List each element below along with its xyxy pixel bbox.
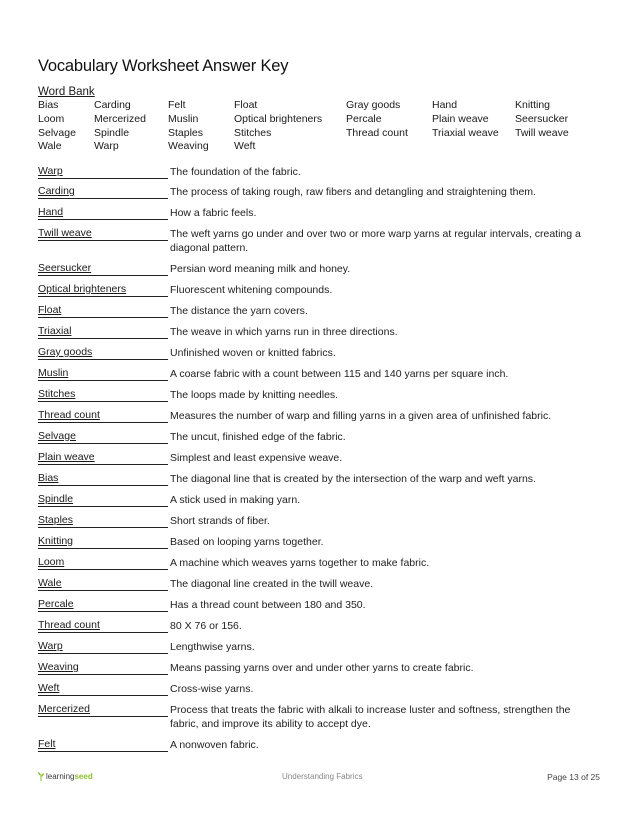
answer-term: Twill weave (38, 227, 168, 241)
definition-text: Unfinished woven or knitted fabrics. (170, 347, 336, 359)
answer-term: Thread count (38, 409, 168, 423)
word-bank-word: Triaxial weave (432, 126, 499, 139)
word-bank-column (168, 99, 209, 154)
word-bank-word: Twill weave (515, 126, 569, 139)
definition-text: Fluorescent whitening compounds. (170, 284, 333, 296)
word-bank-word: Selvage (38, 126, 76, 139)
definition-text: Cross-wise yarns. (170, 683, 254, 695)
word-bank-word: Carding (94, 99, 131, 111)
word-bank-word: Spindle (94, 126, 130, 139)
definition-text: A nonwoven fabric. (170, 739, 259, 751)
word-bank-word: Stitches (234, 126, 272, 139)
word-bank-word: Knitting (515, 99, 551, 111)
page-title: Vocabulary Worksheet Answer Key (38, 57, 289, 75)
definition-text: 80 X 76 or 156. (170, 620, 242, 632)
answer-term: Triaxial (38, 325, 168, 339)
answer-term: Bias (38, 472, 168, 486)
answer-term: Plain weave (38, 451, 168, 465)
word-bank-column (432, 99, 499, 140)
footer-title: Understanding Fabrics (282, 772, 363, 781)
definition-text: The process of taking rough, raw fibers and detangling and straightening them. (170, 186, 536, 198)
word-bank-word: Muslin (168, 112, 199, 125)
definition-text: The foundation of the fabric. (170, 166, 301, 178)
learningseed-logo (38, 772, 93, 781)
word-bank-column (234, 99, 322, 154)
definition-text: Based on looping yarns together. (170, 536, 324, 548)
definition-text: A coarse fabric with a count between 115 and 140 yarns per square inch. (170, 368, 509, 380)
definition-text: Short strands of fiber. (170, 515, 270, 527)
definition-text: The diagonal line that is created by the intersection of the warp and weft yarns. (170, 473, 536, 485)
answer-term: Selvage (38, 430, 168, 444)
answer-term: Wale (38, 577, 168, 591)
answer-term: Seersucker (38, 262, 168, 276)
word-bank-column (515, 99, 569, 140)
definition-text: A machine which weaves yarns together to make fabric. (170, 557, 430, 569)
answer-term: Muslin (38, 367, 168, 381)
word-bank-heading: Word Bank (38, 86, 95, 98)
definition-text: A stick used in making yarn. (170, 494, 301, 506)
word-bank-word: Float (234, 99, 258, 111)
definition-text: Means passing yarns over and under other yarns to create fabric. (170, 662, 474, 674)
answer-term: Gray goods (38, 346, 168, 360)
word-bank-word: Thread count (346, 126, 408, 139)
definition-text: How a fabric feels. (170, 207, 257, 219)
definition-text: Lengthwise yarns. (170, 641, 255, 653)
definition-text: Process that treats the fabric with alkali to increase luster and softness, strengthen the fabric, and improve its ability to accept dye. (170, 704, 571, 730)
definition-text: The distance the yarn covers. (170, 305, 308, 317)
answer-term: Weft (38, 682, 168, 696)
word-bank-column (38, 99, 76, 154)
answer-term: Thread count (38, 619, 168, 633)
word-bank-word: Weaving (168, 140, 209, 153)
page-number: Page 13 of 25 (547, 772, 600, 782)
answer-term: Staples (38, 514, 168, 528)
answer-term: Warp (38, 640, 168, 654)
word-bank-word: Gray goods (346, 99, 401, 111)
word-bank-word: Felt (168, 99, 186, 111)
answer-term: Mercerized (38, 703, 168, 717)
definition-text: Measures the number of warp and filling yarns in a given area of unfinished fabric. (170, 410, 552, 422)
word-bank-word: Optical brighteners (234, 112, 323, 125)
word-bank-word: Percale (346, 112, 382, 125)
definition-text: The weft yarns go under and over two or more warp yarns at regular intervals, creating a diagonal pattern. (170, 228, 581, 254)
definition-text: Has a thread count between 180 and 350. (170, 599, 366, 611)
word-bank-word: Mercerized (94, 112, 146, 125)
answer-term: Knitting (38, 535, 168, 549)
answer-term: Carding (38, 185, 168, 199)
sprout-icon (38, 772, 44, 781)
answer-term: Warp (38, 165, 168, 179)
word-bank-word: Plain weave (432, 112, 489, 125)
word-bank-word: Staples (168, 126, 204, 139)
word-bank-word: Wale (38, 140, 62, 153)
answer-term: Weaving (38, 661, 168, 675)
answer-term: Stitches (38, 388, 168, 402)
word-bank-word: Weft (234, 140, 256, 153)
word-bank-word: Hand (432, 99, 458, 111)
word-bank-word: Seersucker (515, 112, 569, 125)
word-bank-word: Warp (94, 140, 119, 153)
answer-term: Hand (38, 206, 168, 220)
logo-prefix: learning (46, 772, 75, 781)
definition-text: The loops made by knitting needles. (170, 389, 339, 401)
answer-term: Felt (38, 738, 168, 752)
definition-text: Persian word meaning milk and honey. (170, 263, 351, 275)
definition-text: The weave in which yarns run in three directions. (170, 326, 398, 338)
answer-term: Optical brighteners (38, 283, 168, 297)
definition-text: The diagonal line created in the twill weave. (170, 578, 374, 590)
word-bank-column (94, 99, 146, 154)
answer-term: Float (38, 304, 168, 318)
answer-term: Spindle (38, 493, 168, 507)
definition-text: Simplest and least expensive weave. (170, 452, 343, 464)
answer-term: Percale (38, 598, 168, 612)
word-bank-word: Loom (38, 112, 65, 125)
logo-suffix: seed (74, 772, 93, 781)
answer-term: Loom (38, 556, 168, 570)
word-bank-column (346, 99, 408, 140)
definition-text: The uncut, finished edge of the fabric. (170, 431, 346, 443)
word-bank-word: Bias (38, 99, 59, 111)
